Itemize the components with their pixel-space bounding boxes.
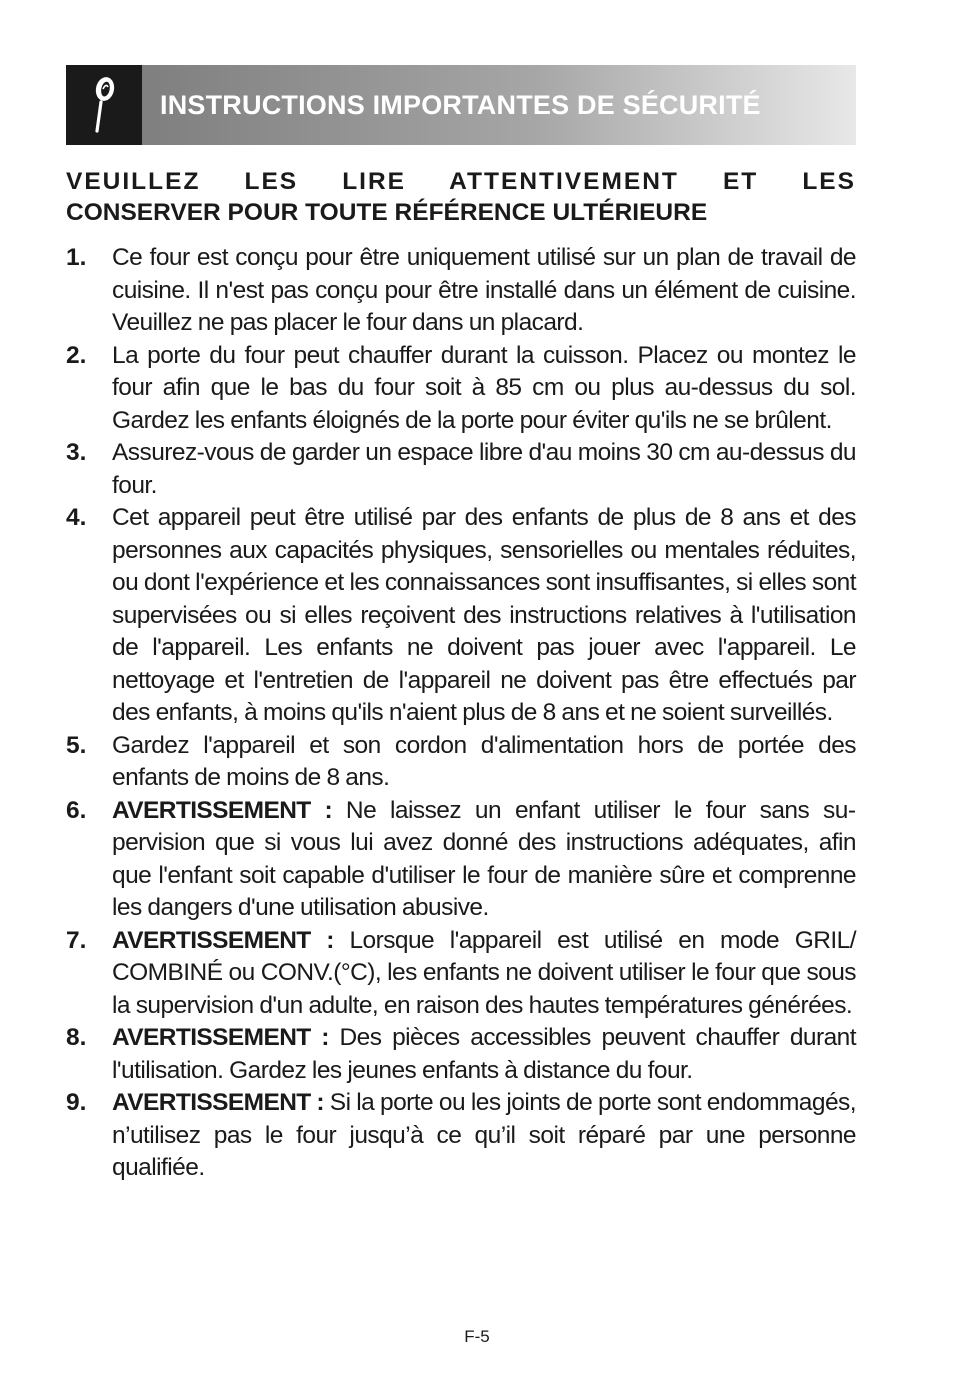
item-number: 8. [66,1024,87,1051]
item-number: 4. [66,504,87,531]
list-item [66,502,856,730]
header-icon-box [66,65,142,145]
item-text [112,502,856,730]
item-text [112,242,856,340]
item-text [112,925,856,1023]
item-text [112,340,856,438]
item-body: Lorsque l'appareil est utilisé en mode GRIL/ COMBINÉ ou CONV.(°C), les enfants ne doivent utiliser le four que sous la supervision d'un adulte, en raison des hautes températures générées. [112,926,856,1019]
list-item [66,1087,856,1185]
item-number: 1. [66,244,87,271]
instruction-list [66,242,856,1185]
header-bar [142,65,856,145]
section-header [66,65,856,145]
item-text [112,795,856,925]
subtitle-line-1: VEUILLEZ LES LIRE ATTENTIVEMENT ET LES [66,168,856,195]
item-body: Cet appareil peut être utilisé par des enfants de plus de 8 ans et des personnes aux capacités physiques, sensorielles ou mentales réduites, ou dont l'expérience et les connaissances sont insuffisantes, si elles sont supervisées ou si elles reçoivent des instructions relatives à l'utilisation de l'appareil. Les enfants ne doivent pas jouer avec l'appareil. Le nettoyage et l'entretien de l'appareil ne doivent pas être effectués par des enfants, à moins qu'ils n'aient plus de 8 ans et ne soient surveillés. [112,504,856,726]
item-number: 3. [66,439,87,466]
item-warning: AVERTISSEMENT : [112,1024,329,1051]
item-number: 2. [66,341,87,369]
list-item [66,242,856,340]
safety-tip-icon [66,65,142,145]
header-title: INSTRUCTIONS IMPORTANTES DE SÉCURITÉ [160,89,761,120]
item-text [112,437,856,502]
item-body: Des pièces accessibles peuvent chauffer durant l'utilisation. Gardez les jeunes enfants à distance du four. [112,1024,856,1084]
item-body: Ce four est conçu pour être uniquement utilisé sur un plan de travail de cuisine. Il n'est pas conçu pour être installé dans un élément de cuisine. Veuillez ne pas placer le four dans un placard. [112,244,856,336]
item-warning: AVERTISSEMENT : [112,796,333,824]
item-number: 9. [66,1089,87,1116]
list-item [66,925,856,1023]
item-body: Ne laissez un enfant utiliser le four sans supervision que si vous lui avez donné des instructions adéquates, afin que l'enfant soit capable d'utiliser le four de manière sûre et comprenne les dangers d'une utilisation abusive. [112,796,856,921]
item-text [112,730,856,795]
item-text [112,1087,856,1185]
item-warning: AVERTISSEMENT : [112,1089,324,1116]
subtitle [66,166,856,228]
list-item [66,730,856,795]
list-item [66,437,856,502]
subtitle-line-2: CONSERVER POUR TOUTE RÉFÉRENCE ULTÉRIEURE [66,199,708,226]
item-number: 7. [66,926,87,954]
item-number: 5. [66,731,87,759]
list-item [66,1022,856,1087]
list-item [66,795,856,925]
page-number: F-5 [464,1327,490,1346]
item-body: Assurez-vous de garder un espace libre d'au moins 30 cm au-dessus du four. [112,439,856,499]
item-body: Si la porte ou les joints de porte sont endommagés, n’utilisez pas le four jusqu’à ce qu’il soit réparé par une personne qualifiée. [112,1089,856,1181]
list-item [66,340,856,438]
item-body: Gardez l'appareil et son cordon d'alimentation hors de portée des enfants de moins de 8 ans. [112,731,856,791]
item-number: 6. [66,796,87,824]
item-text [112,1022,856,1087]
item-warning: AVERTISSEMENT : [112,926,334,954]
item-body: La porte du four peut chauffer durant la cuisson. Placez ou montez le four afin que le bas du four soit à 85 cm ou plus au-dessus du sol. Gardez les enfants éloignés de la porte pour éviter qu'ils ne se brûlent. [112,341,856,434]
